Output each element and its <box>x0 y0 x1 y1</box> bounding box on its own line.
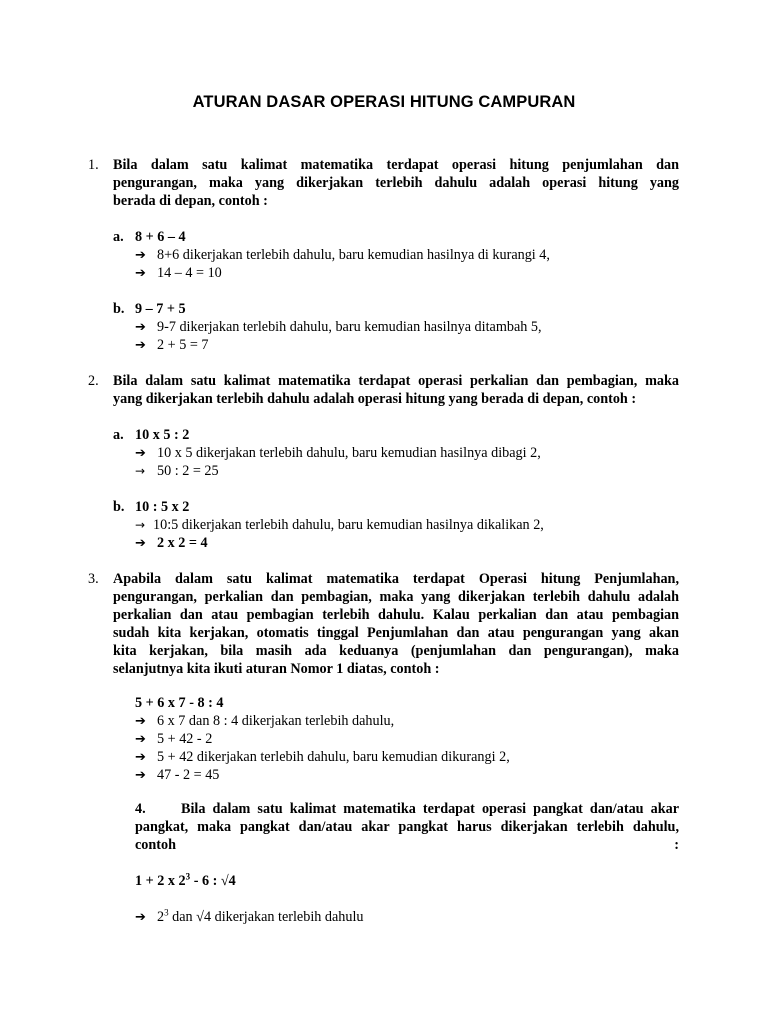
rule-1-line-1: Bila dalam satu kalimat matematika terdapat operasi hitung penjumlahan dan <box>113 157 679 173</box>
rule-1b-step-1 <box>135 318 542 337</box>
rule-4-line-1 <box>135 800 679 818</box>
rule-1-line-2: pengurangan, maka yang dikerjakan terlebih dahulu adalah operasi hitung yang <box>113 175 679 191</box>
step-text: 5 + 42 dikerjakan terlebih dahulu, baru kemudian dikurangi 2, <box>157 749 510 765</box>
rule-2-line-2: yang dikerjakan terlebih dahulu adalah operasi hitung yang berada di depan, contoh : <box>113 391 637 407</box>
rule-1a-expression: 8 + 6 – 4 <box>135 229 186 245</box>
arrow-right-icon: ➔ <box>135 266 146 281</box>
rule-1-line-3: berada di depan, contoh : <box>113 193 268 209</box>
rule-3-line-4: sudah kita kerjakan, otomatis tinggal Penjumlahan dan atau pengurangan yang akan <box>113 625 679 641</box>
rule-1b-step-2 <box>135 336 208 355</box>
rule-4-line-3-text: contoh <box>135 837 176 853</box>
step-text: 2 x 2 = 4 <box>157 535 208 551</box>
rule-3-number: 3. <box>88 571 99 587</box>
arrow-right-icon: ➔ <box>135 768 146 783</box>
arrow-right-icon: → <box>135 464 146 478</box>
step-text: 5 + 42 - 2 <box>157 731 213 747</box>
rule-1a-step-1 <box>135 246 550 265</box>
arrow-right-icon: ➔ <box>135 732 146 747</box>
rule-2a-step-2 <box>135 462 219 480</box>
step-text: 2 + 5 = 7 <box>157 337 209 353</box>
rule-2-line-1: Bila dalam satu kalimat matematika terdapat operasi perkalian dan pembagian, maka <box>113 373 679 389</box>
rule-3-step-2 <box>135 730 212 749</box>
step-base: 2 <box>157 909 165 925</box>
rule-4-step-1 <box>135 908 364 927</box>
rule-1a-letter: a. <box>113 229 124 245</box>
rule-2-number: 2. <box>88 373 99 389</box>
rule-2a-expression: 10 x 5 : 2 <box>135 427 190 443</box>
step-text: 6 x 7 dan 8 : 4 dikerjakan terlebih dahulu, <box>157 713 395 729</box>
rule-2b-step-1 <box>135 516 544 534</box>
rule-2-text <box>113 372 679 408</box>
rule-1b-expression: 9 – 7 + 5 <box>135 301 186 317</box>
arrow-right-icon: ➔ <box>135 750 146 765</box>
arrow-right-icon: ➔ <box>135 338 146 353</box>
rule-3-line-3: perkalian dan atau pembagian terlebih dahulu. Kalau perkalian dan atau pembagian <box>113 607 679 623</box>
step-text: 14 – 4 = 10 <box>157 265 222 281</box>
arrow-right-icon: ➔ <box>135 446 146 461</box>
rule-3-step-4 <box>135 766 219 785</box>
rule-2a-step-1 <box>135 444 541 463</box>
rule-4-line-1-text: Bila dalam satu kalimat matematika terdapat operasi pangkat dan/atau akar <box>181 801 679 817</box>
rule-1b-letter: b. <box>113 301 125 317</box>
rule-1-number: 1. <box>88 157 99 173</box>
arrow-right-icon: ➔ <box>135 536 146 551</box>
rule-1-text <box>113 156 679 210</box>
rule-3-text <box>113 570 679 678</box>
rule-3-line-6: selanjutnya kita ikuti aturan Nomor 1 diatas, contoh : <box>113 661 440 677</box>
step-text: 9-7 dikerjakan terlebih dahulu, baru kemudian hasilnya ditambah 5, <box>157 319 542 335</box>
rule-3-line-2: pengurangan, perkalian dan pembagian, maka yang dikerjakan terlebih dahulu adalah <box>113 589 679 605</box>
rule-1a-step-2 <box>135 264 222 283</box>
rule-2b-letter: b. <box>113 499 125 515</box>
rule-3-line-5: kita kerjakan, bila masih ada keduanya (penjumlahan dan pengurangan), maka <box>113 643 679 659</box>
expr-exponent: 3 <box>185 871 191 882</box>
step-text: 10:5 dikerjakan terlebih dahulu, baru kemudian hasilnya dikalikan 2, <box>153 517 544 533</box>
step-text: 10 x 5 dikerjakan terlebih dahulu, baru kemudian hasilnya dibagi 2, <box>157 445 541 461</box>
rule-3-step-1 <box>135 712 394 731</box>
arrow-right-icon: ➔ <box>135 248 146 263</box>
step-text: 50 : 2 = 25 <box>157 463 219 479</box>
arrow-right-icon: ➔ <box>135 320 146 335</box>
rule-3-line-1: Apabila dalam satu kalimat matematika terdapat Operasi hitung Penjumlahan, <box>113 571 679 587</box>
step-exponent: 3 <box>164 907 169 918</box>
arrow-right-icon: ➔ <box>135 910 146 925</box>
step-rest: dan √4 dikerjakan terlebih dahulu <box>168 909 364 925</box>
rule-4-line-2: pangkat, maka pangkat dan/atau akar pangkat harus dikerjakan terlebih dahulu, <box>135 819 679 835</box>
arrow-right-icon: → <box>135 518 146 532</box>
step-text: 47 - 2 = 45 <box>157 767 220 783</box>
rule-3-step-3 <box>135 748 510 767</box>
page-title: ATURAN DASAR OPERASI HITUNG CAMPURAN <box>192 93 576 111</box>
rule-4-number: 4. <box>135 801 146 817</box>
rule-2a-letter: a. <box>113 427 124 443</box>
arrow-right-icon: ➔ <box>135 714 146 729</box>
expr-suffix: - 6 : √4 <box>190 873 236 889</box>
rule-2b-step-2 <box>135 534 208 553</box>
rule-2b-expression: 10 : 5 x 2 <box>135 499 190 515</box>
rule-3-expression: 5 + 6 x 7 - 8 : 4 <box>135 695 224 711</box>
rule-4-trailing-colon: : <box>674 837 679 853</box>
rule-4-expression <box>135 872 236 890</box>
step-text: 8+6 dikerjakan terlebih dahulu, baru kemudian hasilnya di kurangi 4, <box>157 247 550 263</box>
rule-4-text <box>135 800 679 836</box>
rule-4-line-3 <box>135 836 679 854</box>
expr-prefix: 1 + 2 x 2 <box>135 873 186 889</box>
